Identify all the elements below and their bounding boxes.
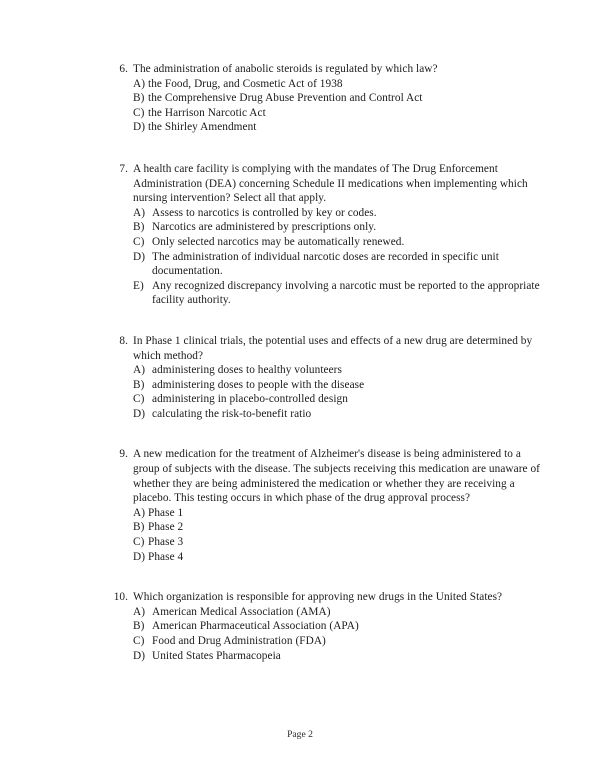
question-block [108, 62, 540, 135]
option-letter: A) [133, 206, 146, 219]
question-block [108, 447, 540, 564]
option-letter: C) [133, 635, 145, 647]
question-text: The administration of anabolic steroids is regulated by which law? [133, 63, 438, 75]
question-number: 6. [119, 63, 128, 75]
option-text: calculating the risk-to-benefit ratio [152, 407, 312, 420]
answer-option[interactable] [108, 619, 540, 634]
question-heading [108, 162, 540, 206]
option-letter: B) [133, 521, 145, 534]
option-letter: A) [133, 605, 146, 618]
option-text: administering doses to healthy volunteers [152, 364, 342, 377]
answer-option[interactable] [108, 91, 540, 106]
question-number: 8. [119, 334, 128, 347]
option-text: Phase 3 [148, 536, 184, 549]
option-text: the Shirley Amendment [148, 121, 257, 134]
option-text: The administration of individual narcotic doses are recorded in specific unit documentation. [152, 250, 499, 278]
answer-options [108, 605, 540, 663]
page-footer: Page 2 [287, 729, 313, 740]
question-list [108, 62, 540, 683]
question-text: Which organization is responsible for approving new drugs in the United States? [133, 591, 503, 604]
answer-option[interactable] [108, 520, 540, 535]
answer-option[interactable] [108, 250, 540, 279]
answer-option[interactable] [108, 407, 540, 422]
answer-option[interactable] [108, 378, 540, 393]
question-heading [108, 334, 540, 363]
answer-option[interactable] [108, 279, 540, 308]
option-letter: D) [133, 550, 146, 563]
option-letter: C) [133, 536, 145, 549]
option-text: Food and Drug Administration (FDA) [152, 635, 326, 647]
answer-options [108, 363, 540, 421]
answer-option[interactable] [108, 106, 540, 121]
option-text: administering in placebo-controlled design [152, 393, 348, 406]
option-letter: D) [133, 121, 146, 134]
option-letter: B) [133, 378, 145, 391]
answer-option[interactable] [108, 77, 540, 92]
answer-option[interactable] [108, 392, 540, 407]
option-text: Assess to narcotics is controlled by key or codes. [152, 206, 377, 219]
option-letter: D) [133, 407, 146, 420]
question-heading [108, 590, 540, 605]
answer-options [108, 77, 540, 135]
question-number: 10. [113, 591, 128, 604]
question-block [108, 162, 540, 308]
option-letter: B) [133, 221, 145, 234]
question-text: A new medication for the treatment of Alzheimer's disease is being administered to a group of subjects with the disease. The subjects receiving this medication are unaware of whether they are being administered the medication or whether they are receiving a placebo. This testing occurs in which phase of the drug approval process? [133, 448, 540, 505]
option-text: American Medical Association (AMA) [152, 605, 331, 618]
option-text: American Pharmaceutical Association (APA) [152, 620, 359, 633]
question-block [108, 334, 540, 422]
option-letter: C) [133, 106, 145, 119]
option-letter: C) [133, 393, 145, 406]
answer-options [108, 206, 540, 308]
answer-option[interactable] [108, 634, 540, 649]
answer-option[interactable] [108, 235, 540, 250]
question-number: 7. [119, 162, 128, 175]
option-letter: A) [133, 364, 146, 377]
option-text: Phase 1 [148, 506, 184, 519]
answer-option[interactable] [108, 206, 540, 221]
option-text: the Harrison Narcotic Act [148, 106, 266, 119]
option-text: Any recognized discrepancy involving a narcotic must be reported to the appropriate facility authority. [152, 279, 540, 307]
option-letter: C) [133, 235, 145, 248]
option-letter: D) [133, 649, 146, 662]
question-heading [108, 447, 540, 505]
answer-option[interactable] [108, 550, 540, 565]
option-text: Only selected narcotics may be automatically renewed. [152, 235, 405, 248]
answer-option[interactable] [108, 363, 540, 378]
option-letter: B) [133, 92, 145, 105]
option-text: Narcotics are administered by prescriptions only. [152, 221, 377, 234]
option-letter: A) [133, 506, 146, 519]
question-heading [108, 62, 540, 77]
answer-option[interactable] [108, 605, 540, 620]
answer-option[interactable] [108, 506, 540, 521]
answer-option[interactable] [108, 535, 540, 550]
option-letter: E) [133, 279, 144, 292]
question-number: 9. [119, 448, 128, 461]
option-text: the Food, Drug, and Cosmetic Act of 1938 [148, 77, 343, 90]
question-block [108, 590, 540, 663]
option-text: United States Pharmacopeia [152, 649, 281, 662]
answer-option[interactable] [108, 120, 540, 135]
question-text: A health care facility is complying with the mandates of The Drug Enforcement Administration (DEA) concerning Schedule II medications when implementing which nursing intervention? Select all that apply. [133, 162, 528, 205]
answer-option[interactable] [108, 649, 540, 664]
option-letter: D) [133, 250, 146, 263]
option-letter: A) [133, 77, 146, 90]
option-text: administering doses to people with the disease [152, 378, 365, 391]
option-text: Phase 4 [148, 550, 184, 563]
option-text: the Comprehensive Drug Abuse Prevention and Control Act [148, 92, 423, 105]
answer-option[interactable] [108, 220, 540, 235]
option-letter: B) [133, 620, 145, 633]
option-text: Phase 2 [148, 521, 184, 534]
answer-options [108, 506, 540, 564]
question-text: In Phase 1 clinical trials, the potential uses and effects of a new drug are determined by which method? [133, 334, 533, 362]
